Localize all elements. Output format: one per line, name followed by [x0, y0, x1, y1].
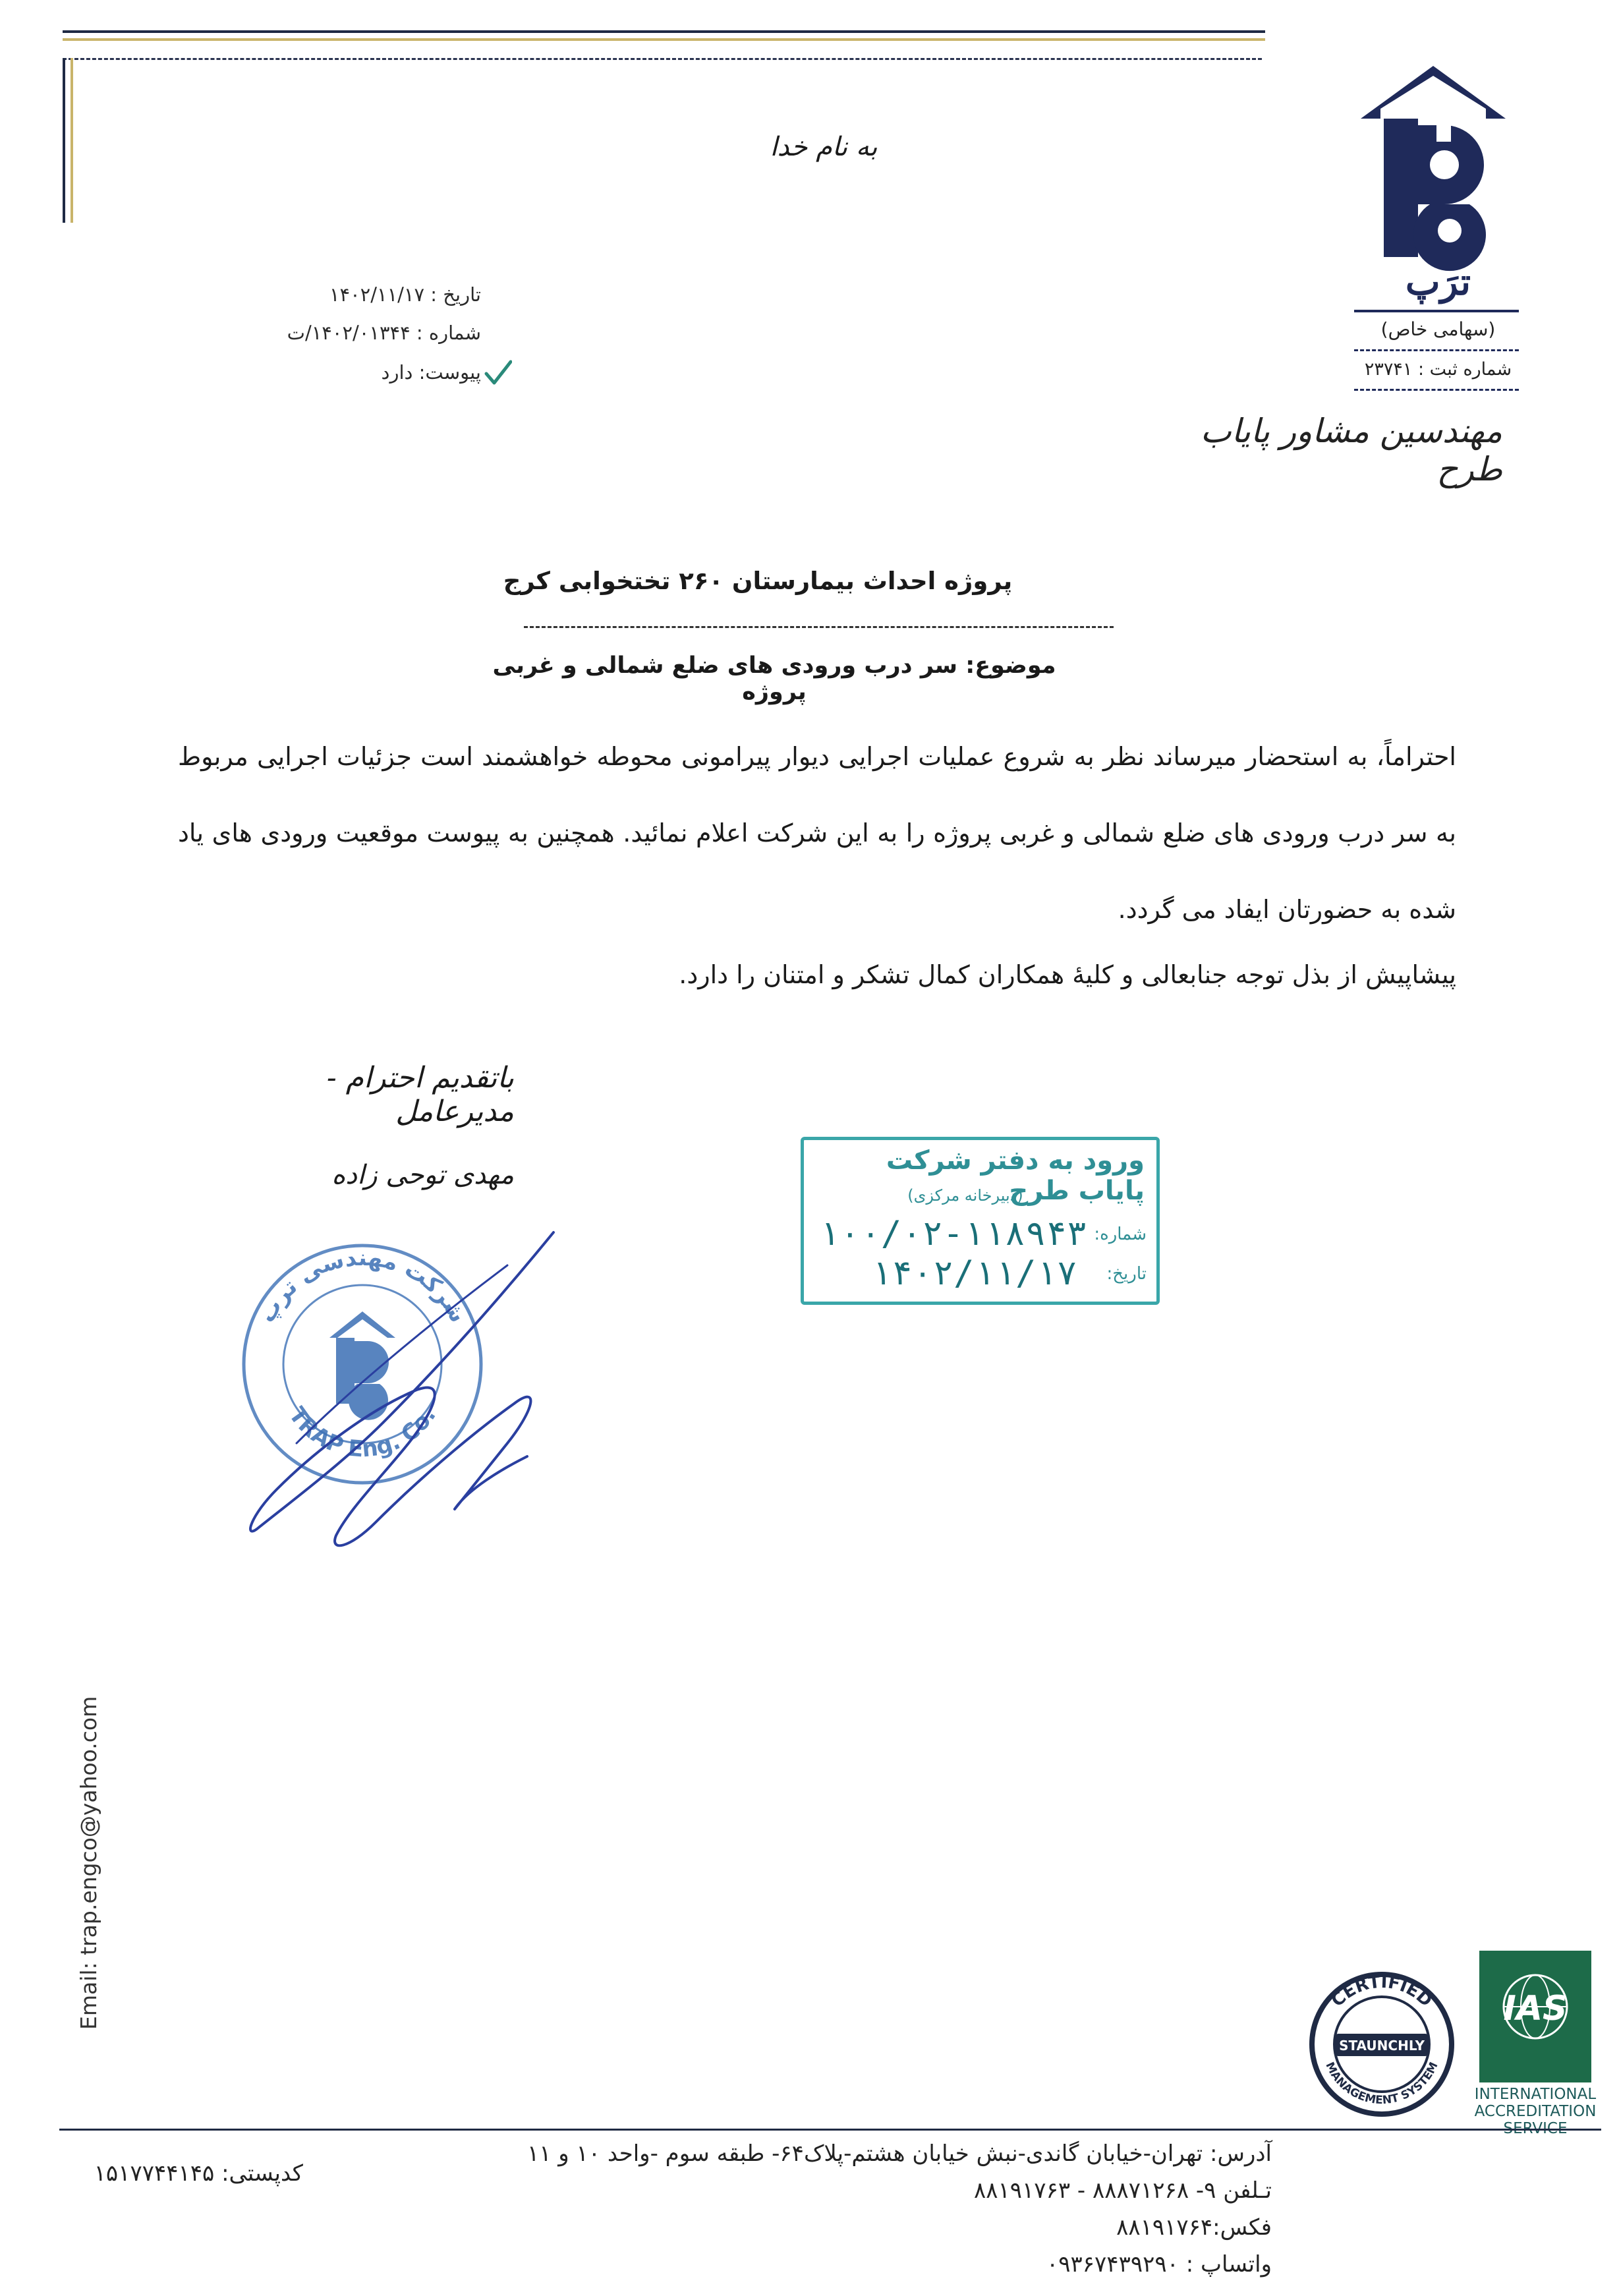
- ias-line-2: ACCREDITATION: [1474, 2103, 1597, 2120]
- title-dashed-rule: [524, 626, 1114, 628]
- stamp-subtitle: (دبیرخانه مرکزی): [907, 1186, 1023, 1205]
- footer-divider: [59, 2129, 1601, 2131]
- handwritten-signature: [217, 1226, 586, 1568]
- stamp-date-label: تاریخ:: [1106, 1264, 1147, 1284]
- footer-fax: فکس:۸۸۱۹۱۷۶۴: [1116, 2214, 1272, 2241]
- letter-number: شماره : ۱۴۰۲/۰۱۳۴۴/ت: [287, 322, 481, 344]
- header-frame-side: [63, 58, 73, 223]
- certified-text: CERTIFIED: [1327, 1972, 1436, 2011]
- letter-closing: پیشاپیش از بذل توجه جنابعالی و کلیهٔ همکاران کمال تشکر و امتنان را دارد.: [679, 960, 1456, 989]
- brand-name: ترَپ: [1405, 260, 1471, 304]
- registration-number: شماره ثبت : ۲۳۷۴۱: [1364, 359, 1512, 380]
- header-frame-line: [63, 30, 1265, 41]
- ias-logo-icon: [1479, 1951, 1591, 2082]
- project-title: پروژه احداث بیمارستان ۲۶۰ تختخوابی کرج: [503, 567, 1013, 595]
- stamp-number-value: ۱۰۰/۰۲-۱۱۸۹۴۳: [819, 1214, 1087, 1253]
- footer-address: آدرس: تهران-خیابان گاندی-نبش خیابان هشتم-پلاک۶۴- طبقه سوم -واحد ۱۰ و ۱۱: [526, 2140, 1272, 2167]
- management-system-text: MANAGEMENT SYSTEM: [1322, 2060, 1441, 2108]
- letter-attachment: پیوست: دارد: [381, 361, 481, 384]
- contact-email[interactable]: Email: trap.engco@yahoo.com: [76, 1696, 101, 2030]
- footer-whatsapp: واتساپ : ۰۹۳۶۷۴۳۹۲۹۰: [1046, 2251, 1272, 2278]
- certified-management-system-badge: [1308, 1970, 1456, 2119]
- staunchly-text: STAUNCHLY: [1339, 2038, 1425, 2053]
- bismillah-heading: به نام خدا: [770, 132, 878, 162]
- footer-phone: تـلفن ۹- ۸۸۸۷۱۲۶۸ - ۸۸۱۹۱۷۶۳: [974, 2177, 1272, 2204]
- checkmark-icon: [484, 359, 512, 387]
- stamp-date-value: ۱۴۰۲/۱۱/۱۷: [870, 1253, 1077, 1293]
- registry-stamp: [801, 1137, 1160, 1305]
- ias-line-3: SERVICE: [1503, 2120, 1568, 2137]
- letter-subject: موضوع: سر درب ورودی های ضلع شمالی و غربی پروژه: [492, 652, 1056, 705]
- brand-subtitle: (سهامی خاص): [1380, 318, 1496, 340]
- seal-text-bottom: TRAP Eng. Co.: [283, 1402, 441, 1463]
- letter-body: احتراماً، به استحضار میرساند نظر به شروع عملیات اجرایی دیوار پیرامونی محوطه خواهشمند است جزئیات اجرایی مربوط به سر درب ورودی های ضلع شمالی و غربی پروژه را به این شرکت اعلام نمائید. همچنین به پیوست موقعیت ورودی های یاد شده به حضورتان ایفاد می گردد.: [178, 742, 1456, 924]
- footer-postal-code: کدپستی: ۱۵۱۷۷۴۴۱۴۵: [94, 2160, 303, 2187]
- ias-logo-text: IAS: [1503, 1989, 1568, 2028]
- signatory-name: مهدی توحی زاده: [331, 1160, 514, 1190]
- signature-regards: باتقدیم احترام - مدیرعامل: [326, 1061, 514, 1128]
- ias-line-1: INTERNATIONAL: [1474, 2086, 1597, 2103]
- stamp-number-label: شماره:: [1094, 1224, 1147, 1244]
- brand-dashed-divider: [1354, 349, 1519, 351]
- stamp-title: ورود به دفتر شرکت پایاب طرح: [886, 1145, 1145, 1206]
- header-dashed-line: [63, 58, 1262, 60]
- brand-divider: [1354, 310, 1519, 312]
- footer-contact: [514, 2135, 1272, 2283]
- brand-dashed-divider-2: [1354, 389, 1519, 391]
- seal-text-top: شرکت مهندسی ترپ: [253, 1244, 472, 1327]
- company-tagline: مهندسین مشاور پایاب طرح: [1200, 412, 1502, 488]
- letter-date: تاریخ : ۱۴۰۲/۱۱/۱۷: [329, 283, 481, 306]
